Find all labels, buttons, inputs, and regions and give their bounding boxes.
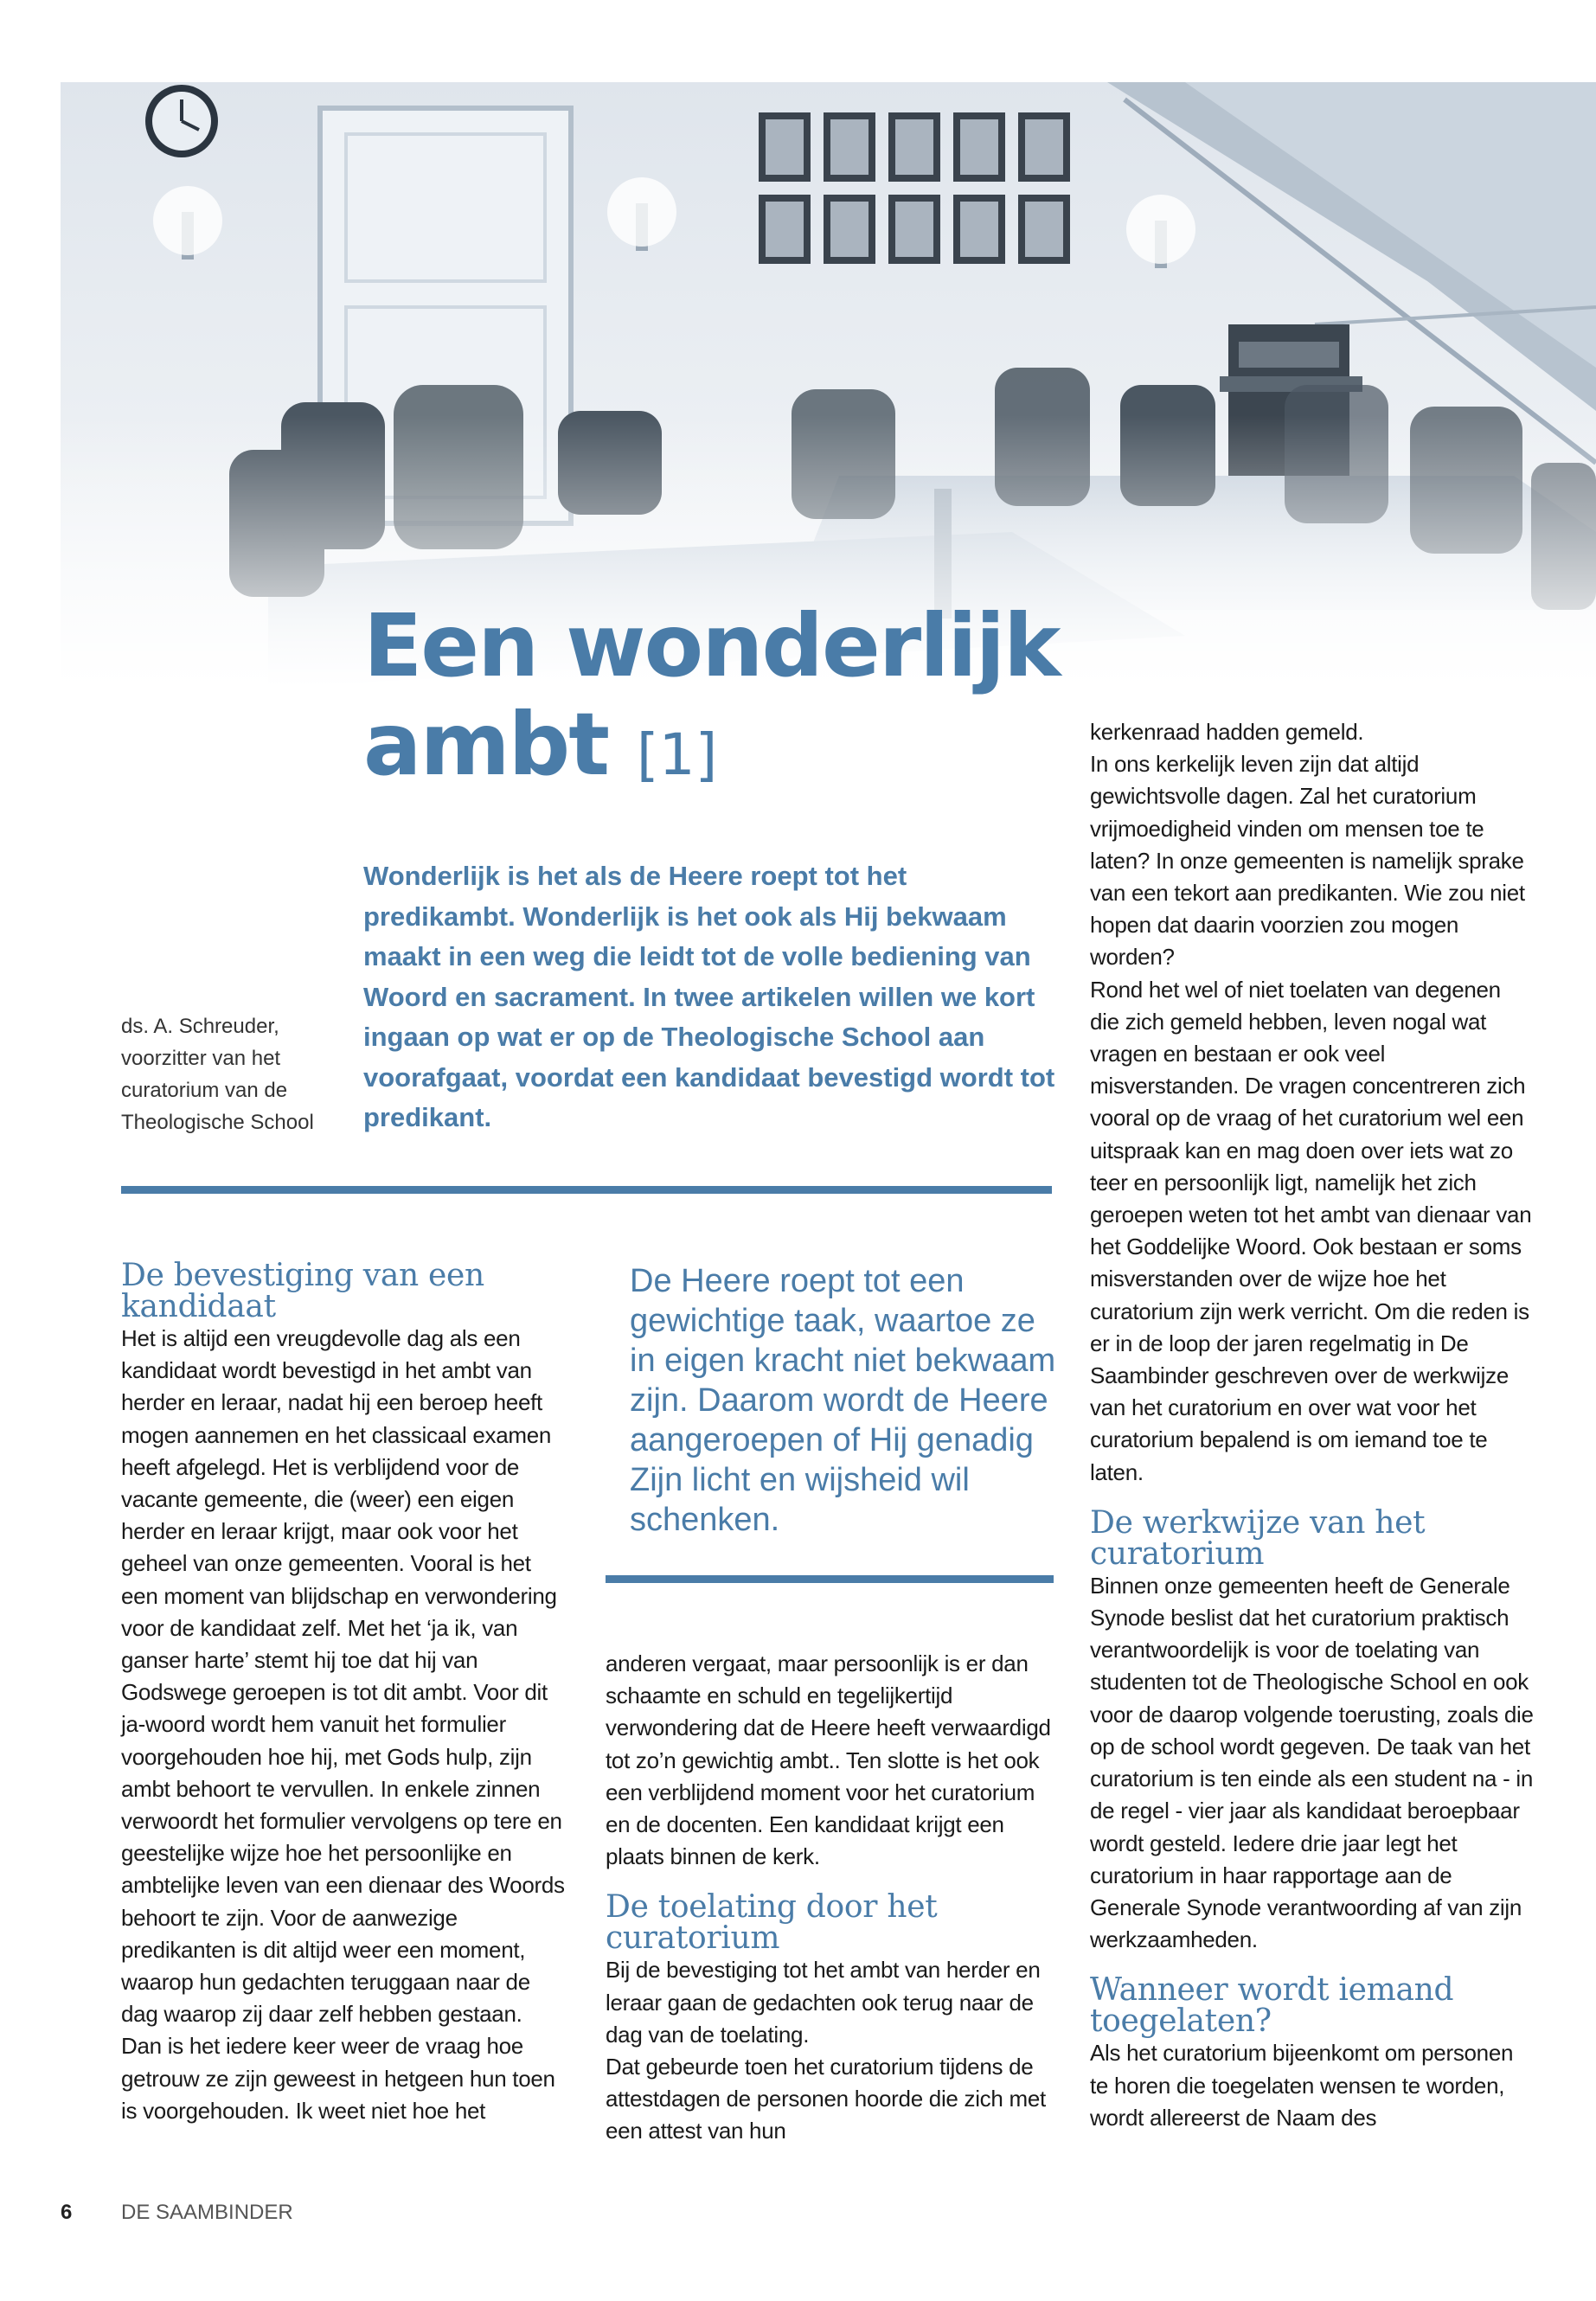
- article-title: [363, 597, 1142, 804]
- col3-paragraph-1c: Rond het wel of niet toelaten van degenen die zich gemeld hebben, leven nogal wat vragen en bestaan er ook veel misverstanden. De vragen concentreren zich vooral op de vraag of het curatorium wel een uitspraak kan en mag doen over iets wat zo teer en persoonlijk ligt, namelijk het zich geroepen weten tot het ambt van dienaar van het Goddelijke Woord. Ook bestaan er soms misverstanden over de wijze hoe het curatorium zijn werk verricht. Om die reden is er in de loop der jaren regelmatig in De Saambinder geschreven over de werkwijze van het curatorium en over wat voor het curatorium bepalend is om iemand toe te laten.: [1090, 976, 1532, 1485]
- column-3: [1090, 716, 1535, 2134]
- col3-paragraph-1b: In ons kerkelijk leven zijn dat altijd gewichtsvolle dagen. Zal het curatorium vrijmoedigheid vinden om mensen toe te laten? In onze gemeenten is namelijk sprake van een tekort aan predikanten. Wie zou niet hopen dat daarin voorzien zou mogen worden?: [1090, 751, 1525, 971]
- title-part-number: [1]: [636, 721, 718, 788]
- col2-paragraph-1: anderen vergaat, maar persoonlijk is er dan schaamte en schuld en tegelijkertijd verwondering dat de Heere heeft verwaardigd tot zo’n gewichtig ambt.. Ten slotte is het ook een verblijdend moment voor het curatorium en de docenten. Een kandidaat krijgt een plaats binnen de kerk.: [606, 1650, 1051, 1870]
- page-number: 6: [61, 2201, 73, 2224]
- pull-quote: De Heere roept tot een gewichtige taak, waartoe ze in eigen kracht niet bekwaam zijn. Daarom wordt de Heere aangeroepen of Hij genadig Zijn licht en wijsheid wil schenken.: [630, 1263, 1056, 1538]
- heading-bevestiging: De bevestiging van een kandidaat: [121, 1258, 484, 1324]
- column-2: [606, 1648, 1051, 2148]
- heading-wanneer: Wanneer wordt iemand toegelaten?: [1090, 1972, 1454, 2040]
- col2-paragraph-2b: Dat gebeurde toen het curatorium tijdens de attestdagen de personen hoorde die zich met een attest van hun: [606, 2054, 1046, 2144]
- col3-paragraph-2: Binnen onze gemeenten heeft de Generale Synode beslist dat het curatorium praktisch verantwoordelijk is voor de toelating van studenten tot de Theologische School en ook voor de daarop volgende toerusting, zoals die op de school wordt gegeven. De taak van het curatorium is ten einde als een student na - in de regel - vier jaar als kandidaat beroepbaar wordt gesteld. Iedere drie jaar legt het curatorium in haar rapportage aan de Generale Synode verantwoording af van zijn werkzaamheden.: [1090, 1572, 1534, 1953]
- article-lead: Wonderlijk is het als de Heere roept tot het predikambt. Wonderlijk is het ook als Hij bekwaam maakt in een weg die leidt tot de volle bediening van Woord en sacrament. In twee artikelen willen we kort ingaan op wat er op de Theologische School aan voorafgaat, voordat een kandidaat bevestigd wordt tot predikant.: [363, 861, 1055, 1132]
- col3-paragraph-3: Als het curatorium bijeenkomt om personen te horen die toegelaten wensen te worden, wordt allereerst de Naam des: [1090, 2040, 1514, 2131]
- title-line-2: ambt: [363, 694, 609, 795]
- lead-divider: [121, 1186, 1052, 1194]
- heading-werkwijze: De werkwijze van het curatorium: [1090, 1504, 1426, 1572]
- title-line-1: Een wonderlijk: [363, 595, 1060, 696]
- col2-paragraph-2a: Bij de bevestiging tot het ambt van herder en leraar gaan de gedachten ook terug naar de dag van de toelating.: [606, 1957, 1041, 2048]
- col3-paragraph-1a: kerkenraad hadden gemeld.: [1090, 719, 1364, 745]
- column-1: [121, 1260, 567, 2127]
- author-caption: ds. A. Schreuder, voorzitter van het curatorium van de Theologische School: [121, 1015, 314, 1134]
- magazine-name: DE SAAMBINDER: [121, 2201, 293, 2224]
- col1-paragraph: Het is altijd een vreugdevolle dag als een kandidaat wordt bevestigd in het ambt van herder en leraar, nadat hij een beroep heeft mogen aannemen en het classicaal examen heeft afgelegd. Het is verblijdend voor de vacante gemeente, die (weer) een eigen herder en leraar krijgt, maar ook voor het geheel van onze gemeenten. Vooral is het een moment van blijdschap en verwondering voor de kandidaat zelf. Met het ‘ja ik, van ganser harte’ stemt hij toe dat hij van Godswege geroepen is tot dit ambt. Voor dit ja-woord wordt hem vanuit het formulier voorgehouden hoe hij, met Gods hulp, zijn ambt behoort te vervullen. In enkele zinnen verwoordt het formulier vervolgens op tere en geestelijke wijze hoe het persoonlijke en ambtelijke leven van een dienaar des Woords behoort te zijn. Voor de aanwezige predikanten is dit altijd weer een moment, waarop hun gedachten teruggaan naar de dag waarop zij daar zelf hebben gestaan. Dan is het iedere keer weer de vraag hoe getrouw ze zijn geweest in hetgeen hun toen is voorgehouden. Ik weet niet hoe het: [121, 1325, 565, 2124]
- pull-quote-divider: [606, 1575, 1054, 1583]
- heading-toelating: De toelating door het curatorium: [606, 1889, 938, 1957]
